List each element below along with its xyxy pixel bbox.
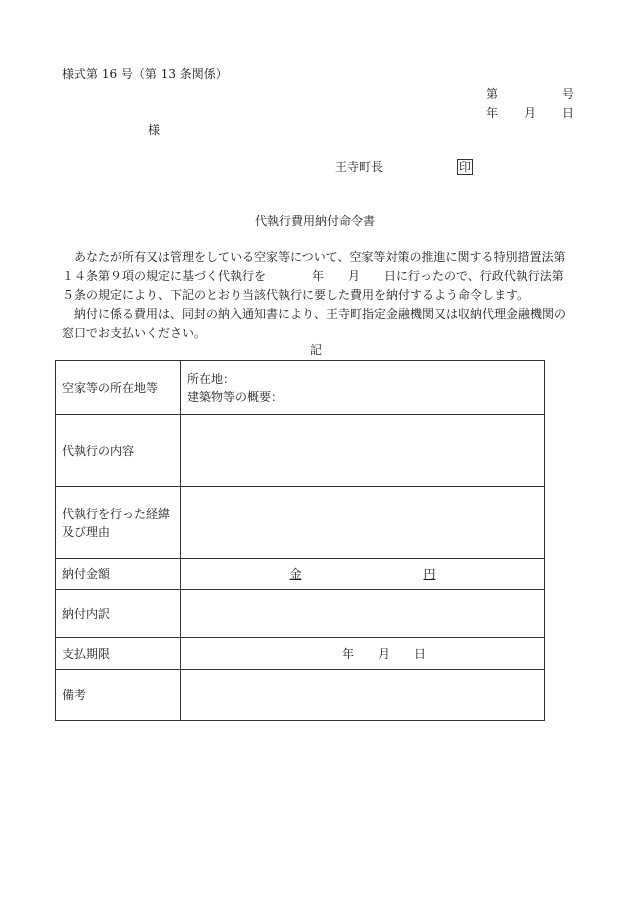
location-label: 空家等の所在地等 [56, 361, 181, 415]
seal-stamp: 印 [459, 160, 472, 174]
remarks-value [181, 670, 545, 721]
amount-value [181, 559, 545, 590]
paragraph-1-part-a: あなたが所有又は管理をしている空家等について、空家等対策の推進に関する特別措置法第１４条第９項の規定に基づく代執行を [62, 250, 566, 283]
reason-label [56, 487, 181, 559]
remarks-label: 備考 [56, 670, 181, 721]
detail-table [55, 360, 545, 721]
paragraph-1-year: 年 [312, 269, 325, 283]
document-number-prefix: 第 [486, 87, 499, 101]
date-day: 日 [562, 106, 575, 120]
table-row-breakdown [56, 590, 545, 638]
content-label: 代執行の内容 [56, 415, 181, 487]
deadline-month: 月 [378, 646, 391, 661]
document-number-suffix: 号 [562, 87, 575, 101]
table-row-amount [56, 559, 545, 590]
amount-prefix: 金 [289, 567, 302, 581]
reason-label-line-1: 代執行を行った経緯 [62, 506, 171, 521]
deadline-label: 支払期限 [56, 638, 181, 670]
deadline-value [181, 638, 545, 670]
reason-label-line-2: 及び理由 [62, 524, 111, 539]
paragraph-2: 納付に係る費用は、同封の納入通知書により、王寺町指定金融機関又は収納代理金融機関の窓口でお支払いください。 [62, 307, 567, 340]
amount-label: 納付金額 [56, 559, 181, 590]
ki-marker: 記 [310, 343, 323, 357]
amount-underline [289, 567, 435, 581]
paragraph-1-part-b: 日に行ったので、行政代執行法第５条の規定により、下記のとおり当該代執行に要した費用を納付するよう命令します。 [62, 269, 564, 302]
location-building-summary: 建築物等の概要： [187, 389, 284, 404]
table-row-deadline [56, 638, 545, 670]
table-row-content [56, 415, 545, 487]
date-year: 年 [486, 106, 499, 120]
amount-suffix: 円 [423, 567, 436, 581]
deadline-day: 日 [414, 646, 427, 661]
breakdown-value [181, 590, 545, 638]
deadline-year: 年 [342, 646, 355, 661]
body-text [62, 248, 574, 343]
table-row-location [56, 361, 545, 415]
issuer-name: 王寺町長 [335, 160, 384, 174]
reason-value [181, 487, 545, 559]
breakdown-label: 納付内訳 [56, 590, 181, 638]
table-row-reason [56, 487, 545, 559]
paragraph-1-month: 月 [348, 269, 361, 283]
location-address: 所在地： [187, 371, 236, 386]
table-row-remarks [56, 670, 545, 721]
content-value [181, 415, 545, 487]
date-month: 月 [524, 106, 537, 120]
location-value [181, 361, 545, 415]
addressee-suffix: 様 [148, 123, 161, 137]
paragraph-1 [62, 248, 574, 305]
form-label: 様式第 16 号（第 13 条関係） [62, 67, 228, 81]
document-title: 代執行費用納付命令書 [254, 214, 375, 228]
